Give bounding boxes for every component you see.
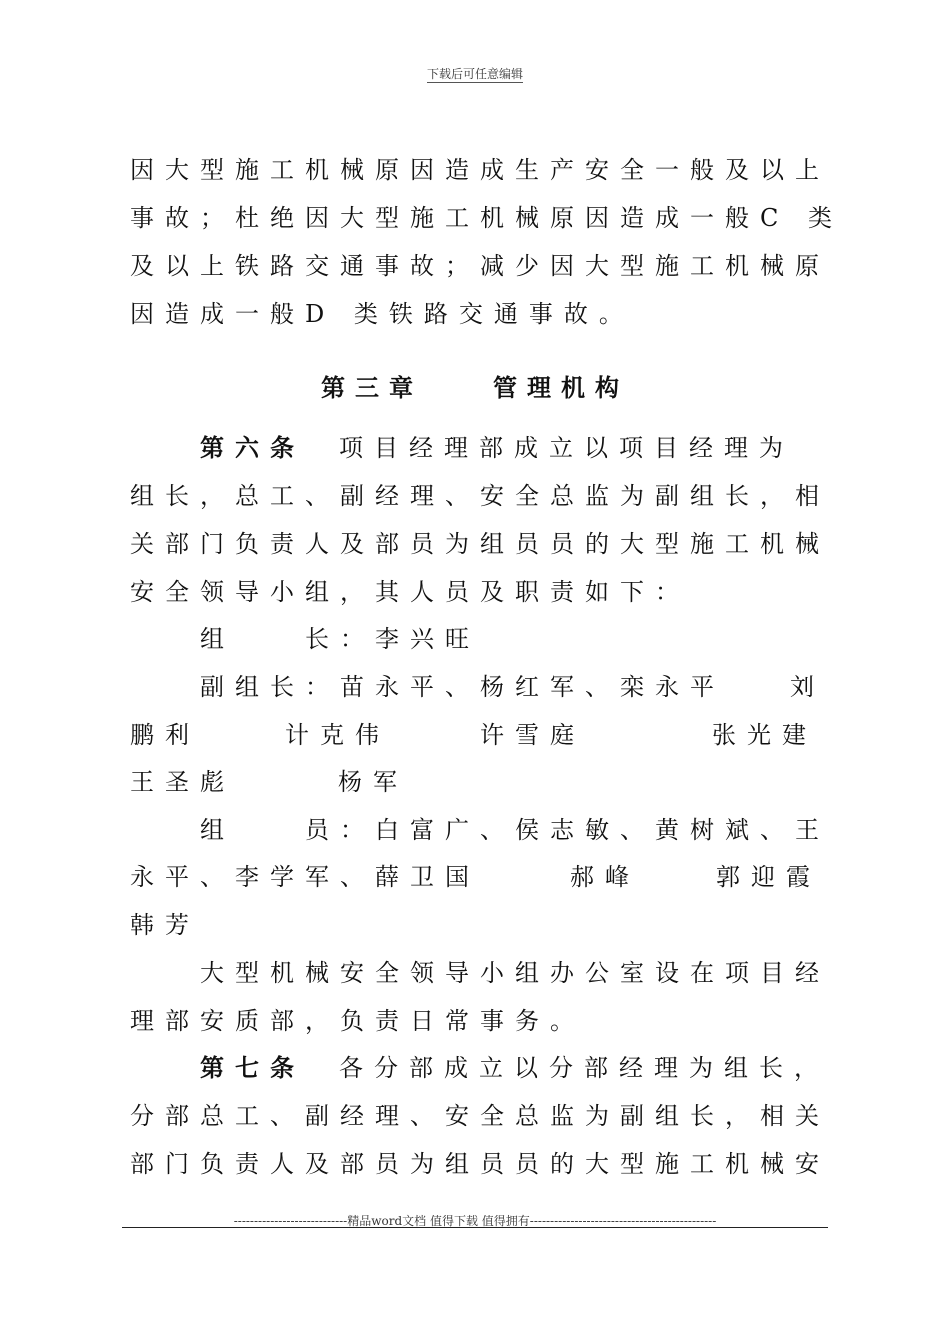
leader-name: 李兴旺 xyxy=(375,625,480,653)
article6-line-2: 组长，总工、副经理、安全总监为副组长，相 xyxy=(130,482,830,510)
deputy-line-1 xyxy=(200,672,725,702)
article6-line-3: 关部门负责人及部员为组员员的大型施工机械 xyxy=(130,530,830,558)
members-line-2a: 永平、李学军、薛卫国 xyxy=(130,863,480,891)
deputy-name-wangshengbiao: 王圣彪 xyxy=(130,768,235,796)
members-names-1: 白富广、侯志敏、黄树斌、王 xyxy=(375,816,830,844)
office-line-1: 大型机械安全领导小组办公室设在项目经 xyxy=(200,959,830,987)
deputy-name-pengli: 鹏利 xyxy=(130,721,200,749)
leader-label-a: 组 xyxy=(200,625,235,653)
deputy-name-liu: 刘 xyxy=(790,673,825,701)
paragraph1-line-2: 事故；杜绝因大型施工机械原因造成一般C 类 xyxy=(130,204,843,232)
footer-rule xyxy=(122,1227,828,1228)
paragraph1-line-1: 因大型施工机械原因造成生产安全一般及以上 xyxy=(130,156,830,184)
chapter-number: 第三章 xyxy=(321,373,423,402)
article7-text-1: 各分部成立以分部经理为组长， xyxy=(339,1054,829,1082)
page-footer-note: ----------------------------精品word文档 值得下载 值得拥有---------------------------------------------- xyxy=(233,1214,717,1228)
members-label-a: 组 xyxy=(200,816,235,844)
members-label-b: 员： xyxy=(305,816,375,844)
deputy-label: 副组长： xyxy=(200,673,340,701)
leader-label-b: 长： xyxy=(305,625,375,653)
paragraph1-line-4: 因造成一般D 类铁路交通事故。 xyxy=(130,300,634,328)
article7-label: 第七条 xyxy=(200,1053,305,1082)
members-line-3: 韩芳 xyxy=(130,911,200,939)
article6-text-1: 项目经理部成立以项目经理为 xyxy=(339,434,794,462)
article6-label: 第六条 xyxy=(200,433,305,462)
page-header-note xyxy=(0,65,950,82)
header-note-text: 下载后可任意编辑 xyxy=(426,67,523,81)
article7-line-2: 分部总工、副经理、安全总监为副组长，相关 xyxy=(130,1102,830,1130)
chapter-title: 管理机构 xyxy=(493,373,629,402)
article6-line-4: 安全领导小组，其人员及职责如下： xyxy=(130,578,690,606)
deputy-names-1: 苗永平、杨红军、栾永平 xyxy=(340,673,725,701)
deputy-name-xuxueting: 许雪庭 xyxy=(480,721,585,749)
members-line-2b: 郝峰 xyxy=(570,863,640,891)
article7-line-3: 部门负责人及部员为组员员的大型施工机械安 xyxy=(130,1150,830,1178)
members-line-1 xyxy=(200,815,830,845)
members-line-2c: 郭迎霞 xyxy=(716,863,821,891)
deputy-name-yangjun: 杨军 xyxy=(338,768,408,796)
leader-line xyxy=(200,624,480,654)
chapter-heading xyxy=(0,368,950,403)
article7-line-1 xyxy=(200,1053,829,1083)
article6-line-1 xyxy=(200,433,794,463)
office-line-2: 理部安质部，负责日常事务。 xyxy=(130,1007,585,1035)
deputy-name-jikewei: 计克伟 xyxy=(285,721,390,749)
paragraph1-line-3: 及以上铁路交通事故；减少因大型施工机械原 xyxy=(130,252,830,280)
deputy-name-zhangguangjian: 张光建 xyxy=(712,721,817,749)
